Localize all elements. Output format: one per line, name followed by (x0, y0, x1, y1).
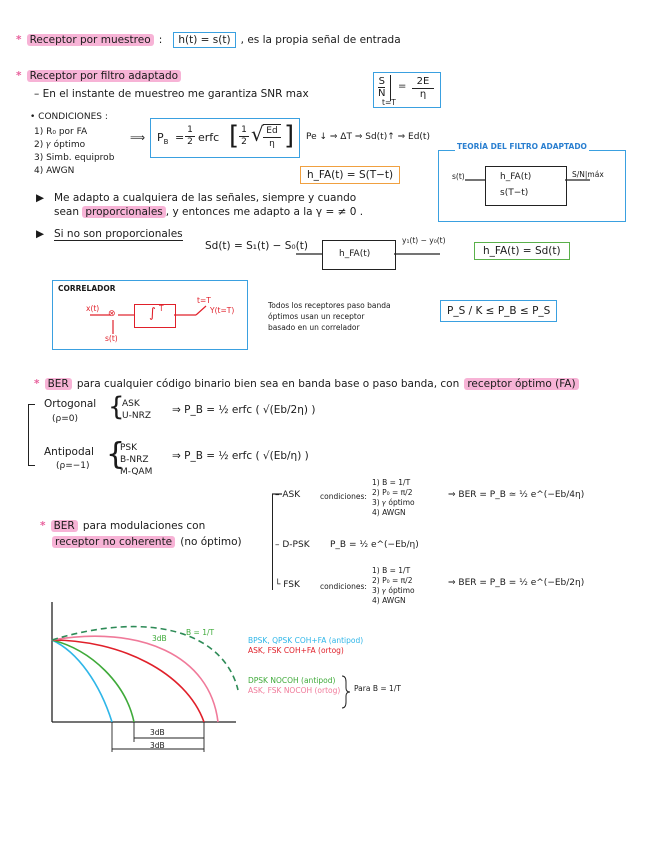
antipodal-label: Antipodal (44, 446, 94, 458)
adapto-sean: sean (54, 206, 80, 218)
graph-ann-b: B = 1/T (186, 628, 215, 637)
todos-line-1: Todos los receptores paso banda (268, 301, 391, 310)
todos-line-3: basado en un correlador (268, 323, 360, 332)
fsk-cond-3: 3) 𝛾 óptimo (372, 586, 415, 595)
heading-receptor-muestreo: Receptor por muestreo (27, 34, 154, 46)
legend-ask-coh: ASK, FSK COH+FA (ortog) (248, 646, 344, 655)
adapto-line-1: Me adapto a cualquiera de las señales, siempre y cuando (54, 192, 357, 204)
colon: : (158, 34, 163, 46)
adapto-rest: , y entonces me adapto a la γ = ≠ 0 . (165, 206, 364, 218)
snr-sub: t=T (382, 98, 396, 107)
antipodal-sub: (ρ=−1) (56, 461, 90, 471)
teoria-title: TEORÍA DEL FILTRO ADAPTADO (457, 142, 587, 151)
corr-mult: ⊗ (108, 309, 116, 319)
teoria-block-bottom: s(T−t) (500, 188, 529, 198)
bracket-right: ] (284, 121, 295, 151)
ask-equation: ⇒ BER = P_B ≃ ½ e^(−Eb/4η) (448, 490, 585, 500)
dpsk-label-text: D-PSK (282, 540, 310, 550)
heading-ber-nc: BER (51, 520, 78, 532)
snr-equals: = (398, 81, 407, 92)
pb-ed: Ed (263, 125, 281, 138)
snr-line: – En el instante de muestreo me garantiza SNR max (34, 88, 309, 100)
graph-legend-top (248, 636, 363, 656)
corr-s: s(t) (105, 334, 118, 343)
brace-ortogonal: { (108, 392, 125, 422)
pb-half-top: 1 (185, 125, 195, 137)
antipodal-bnrz: B-NRZ (120, 455, 149, 465)
ask-cond-4: 4) AWGN (372, 508, 406, 517)
ask-cond-1: 1) B = 1/T (372, 478, 411, 487)
bracket-left: [ (229, 121, 240, 151)
ortogonal-sub: (ρ=0) (52, 414, 79, 424)
fsk-label: └ FSK (275, 580, 300, 590)
ask-cond-3: 3) 𝛾 óptimo (372, 498, 415, 507)
ineq-box: P_S / K ≤ P_B ≤ P_S (440, 300, 557, 322)
pb-inner-half-top: 1 (239, 125, 249, 137)
graph-dim-1: 3dB (150, 728, 165, 737)
ortogonal-ask: ASK (122, 399, 140, 409)
ortogonal-label: Ortogonal (44, 398, 97, 410)
nc-receptor-no-coherente: receptor no coherente (52, 536, 175, 548)
ask-label: – ASK (275, 490, 301, 500)
corr-y: Y(t=T) (210, 306, 235, 315)
heading-receptor-filtro: Receptor por filtro adaptado (27, 70, 181, 82)
ortogonal-equation: ⇒ P_B = ½ erfc ( √(Eb/2η) ) (172, 404, 316, 416)
ask-cond-label: condiciones: (320, 492, 367, 501)
implies-arrow: ⟹ (130, 132, 146, 144)
graph-para: Para B = 1/T (354, 684, 401, 693)
corr-x: x(t) (86, 304, 100, 313)
condicion-1: 1) R₀ por FA (34, 127, 88, 137)
heading-ber: BER (45, 378, 72, 390)
adapto-proporcionales: proporcionales (82, 206, 165, 218)
antipodal-mqam: M-QAM (120, 467, 153, 477)
sd-block-label: h_FA(t) (339, 249, 371, 259)
ber-description: para cualquier código binario bien sea en banda base o paso banda, con (76, 378, 460, 390)
pb-erfc: erfc (198, 131, 220, 144)
fsk-equation: ⇒ BER = P_B = ½ e^(−Eb/2η) (448, 578, 585, 588)
dpsk-label: – D-PSK (275, 540, 310, 550)
pb-inner-half-bottom: 2 (241, 137, 247, 147)
dpsk-equation: P_B = ½ e^(−Eb/η) (330, 540, 419, 550)
antipodal-equation: ⇒ P_B = ½ erfc ( √(Eb/η) ) (172, 450, 309, 462)
bullet-star: * (16, 34, 22, 46)
snr-eta: η (419, 89, 427, 100)
nc-no-optimo: (no óptimo) (180, 536, 242, 548)
pb-half-bottom: 2 (187, 137, 193, 147)
pe-chain: Pe ↓ ⇒ ΔT ⇒ Sd(t)↑ ⇒ Ed(t) (306, 132, 430, 142)
corr-integral: ∫ (149, 306, 156, 321)
bullet-adapto: ▶ (36, 192, 45, 204)
pb-sub: B (163, 138, 169, 147)
hfa-equation-box: h_FA(t) = S(T−t) (300, 166, 400, 184)
condicion-4: 4) AWGN (34, 166, 75, 176)
pb-eq-sign: = (175, 131, 185, 144)
todos-line-2: óptimos usan un receptor (268, 312, 365, 321)
condicion-2: 2) 𝛾 óptimo (34, 140, 86, 150)
graph-ann-3db: 3dB (152, 634, 167, 643)
legend-bpsk: BPSK, QPSK COH+FA (antipod) (248, 636, 364, 645)
antipodal-psk: PSK (120, 443, 138, 453)
graph-dim-2: 3dB (150, 741, 165, 750)
bullet-no-prop: ▶ (36, 228, 45, 240)
fsk-cond-2: 2) P₀ = π/2 (372, 576, 413, 585)
bullet-star: * (40, 520, 46, 532)
legend-brace (342, 676, 350, 708)
ortogonal-unrz: U-NRZ (122, 411, 151, 421)
condicion-3: 3) Simb. equiprob (34, 153, 115, 163)
legend-ask-nocoh: ASK, FSK NOCOH (ortog) (248, 686, 341, 695)
teoria-output: S/N|máx (572, 170, 604, 179)
fsk-cond-4: 4) AWGN (372, 596, 406, 605)
nc-title-rest: para modulaciones con (82, 520, 206, 532)
sd-equation: Sd(t) = S₁(t) − S₀(t) (205, 240, 308, 252)
ask-cond-2: 2) P₀ = π/2 (372, 488, 413, 497)
legend-dpsk: DPSK NOCOH (antipod) (248, 676, 336, 685)
bullet-star: * (34, 378, 40, 390)
teoria-input: s(t) (452, 172, 465, 181)
fsk-cond-1: 1) B = 1/T (372, 566, 411, 575)
ber-receptor-optimo: receptor óptimo (FA) (464, 378, 578, 390)
hfa-sd-box: h_FA(t) = Sd(t) (474, 242, 570, 260)
fsk-cond-label: condiciones: (320, 582, 367, 591)
no-proporcionales: Si no son proporcionales (54, 228, 183, 240)
teoria-block-top: h_FA(t) (500, 172, 532, 182)
corr-switch (196, 306, 206, 315)
pb-eta: η (269, 139, 275, 149)
brace-antipodal: { (106, 437, 126, 472)
corr-t: t=T (197, 296, 211, 305)
snr-n: N (378, 88, 386, 99)
curve-ask-coh (52, 640, 204, 722)
ask-label-text: ASK (282, 490, 301, 500)
snr-2e: 2E (412, 76, 434, 89)
equation-h-equals-s: h(t) = s(t) (173, 32, 235, 48)
note-propia-senal: , es la propia señal de entrada (240, 34, 401, 46)
snr-s: S (378, 76, 385, 87)
sqrt-sign: √ (251, 122, 264, 146)
condiciones-label: • CONDICIONES : (30, 112, 108, 122)
correlador-title: CORRELADOR (58, 284, 116, 293)
corr-integral-limit: T (159, 304, 164, 313)
sd-output: y₁(t) − y₀(t) (402, 236, 446, 245)
bullet-star: * (16, 70, 22, 82)
graph-legend-bottom (248, 676, 340, 696)
fsk-label-text: FSK (283, 580, 300, 590)
pb-p: P (157, 131, 164, 144)
